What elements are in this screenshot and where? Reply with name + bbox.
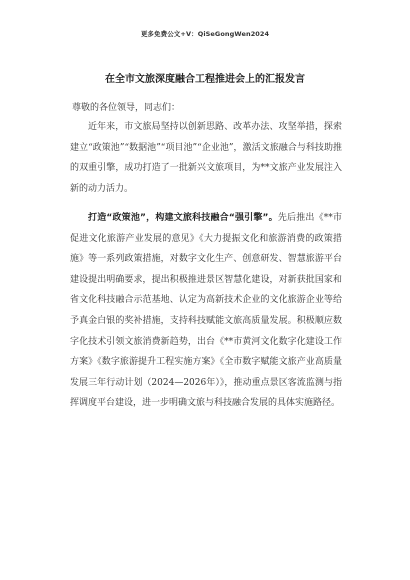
paragraph [70, 208, 342, 414]
salutation: 尊敬的各位领导，同志们： [72, 103, 181, 113]
paragraph-text: 近年来，市文旅局坚持以创新思路、改革办法、攻坚举措，探索建立“政策池”“数据池”“项目池”“企业池”，激活文旅融合与科技助推的双重引擎，成功打造了一批新兴文旅项目，为**文旅产业发展注入新的动力活力。 [70, 122, 342, 194]
paragraph-lead: 打造“政策池”，构建文旅科技融合“强引擎”。 [88, 213, 278, 223]
paragraph [70, 117, 342, 199]
document-title: 在全市文旅深度融合工程推进会上的汇报发言 [105, 74, 305, 85]
header-note: 更多免费公文+V：QiSeGongWen2024 [140, 30, 270, 38]
paragraph-text: 先后推出《**市促进文化旅游产业发展的意见》《大力提振文化和旅游消费的政策措施》等一系列政策措施，对数字文化生产、创意研发、智慧旅游平台建设提出明确要求，提出积极推进景区智慧化建设，对新获批国家和省文化科技融合示范基地、认定为高新技术企业的文化旅游企业等给予真金白银的奖补措施，支持科技赋能文旅高质量发展。积极顺应数字化技术引领文旅消费新趋势，出台《**市黄河文化数字化建设工作方案》《数字旅游提升工程实施方案》《全市数字赋能文旅产业高质量发展三年行动计划（2024—2026年）》，推动重点景区客流监测与指挥调度平台建设，进一步明确文旅与科技融合发展的具体实施路径。 [70, 213, 342, 409]
